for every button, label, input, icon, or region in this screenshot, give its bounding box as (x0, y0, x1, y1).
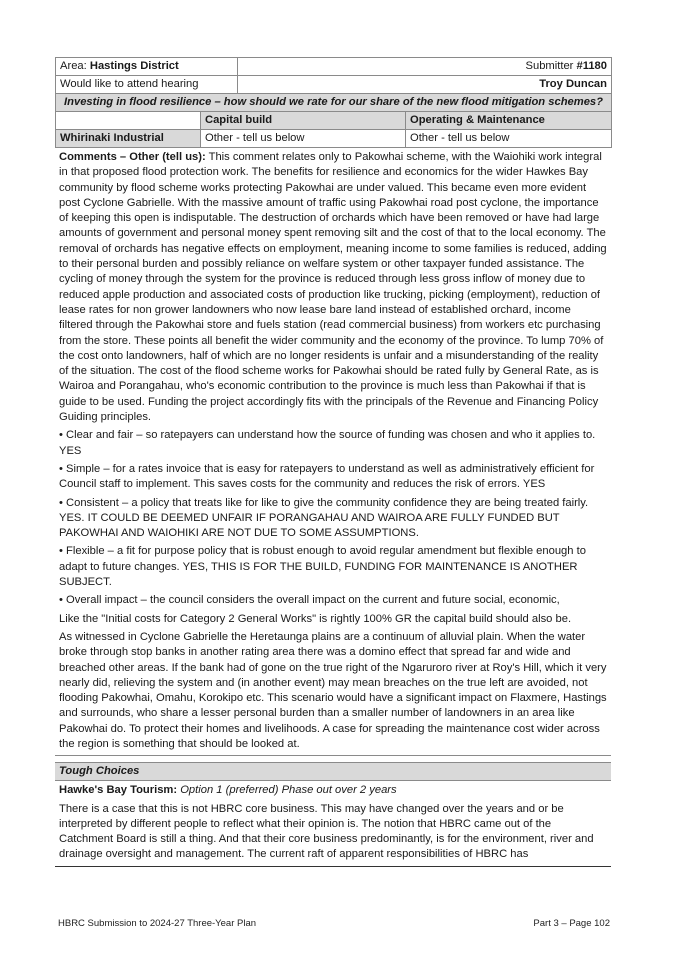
category-paragraph: Like the "Initial costs for Category 2 General Works" is rightly 100% GR the capital build should also be. (59, 612, 572, 625)
blank-header-cell (56, 112, 201, 130)
cyclone-paragraph: As witnessed in Cyclone Gabrielle the Heretaunga plains are a continuum of alluvial plain. When the water broke through stop banks in another rating area there was a domino effect that spread far and wide and breached other areas. If the bank had of gone on the true right of the Ngaruroro river at Roy's Hill, which it very nearly did, relieving the system and (in another event) may mean breaches on the true left are avoided, not flooding Pakowhai, Omahu, Korokipo etc. This scenario would have a significant impact on Flaxmere, Hastings and surrounds, who share a lesser personal burden than a smaller number of landowners in an area like Pakowhai do. To protect their homes and livelihoods. A case for spreading the maintenance cost wider across the region is something that should be looked at. (59, 630, 607, 750)
area-label: Area: (60, 60, 87, 72)
question-table (55, 93, 612, 148)
question-title: Investing in flood resilience – how should we rate for our share of the new flood mitigation schemes? (56, 94, 612, 112)
question-title-row (56, 94, 612, 112)
tourism-option: Option 1 (preferred) Phase out over 2 years (177, 784, 397, 797)
question-answer-row (56, 130, 612, 148)
area-cell (56, 58, 238, 76)
submission-sheet (55, 57, 611, 867)
bullet-simple: • Simple – for a rates invoice that is easy for ratepayers to understand as well as administratively efficient for Council staff to implement. This saves costs for the community and reduces the risk of errors. YES (59, 462, 595, 491)
area-value: Hastings District (89, 60, 179, 72)
submitter-table (55, 57, 612, 94)
hearing-cell: Would like to attend hearing (56, 76, 238, 94)
comments-text: This comment relates only to Pakowhai scheme, with the Waiohiki work integral in that proposed flood protection work. The benefits for resilience and economics for the wider Hawkes Bay community by flood scheme works protecting Pakowhai are under valued. This became even more evident post Cyclone Gabrielle. With the massive amount of traffic using Pakowhai road post cyclone, the importance of keeping this open is indisputable. The destruction of orchards which have been removed or have had large amounts of government and personal money spent removing silt and the cost of that to the local economy. The removal of orchards has negative effects on employment, meaning income to some families is reduced, adding to their personal burden and possibly reliance on welfare system or other taxpayer funded assistance. The cycling of money through the system for the province is reduced through less gross inflow of money due to reduced apple production and associated costs of production like trucking, picking (employment), reduction of lease rates for non grower landowners who now lease bare land instead of established orchard, income filtered through the Pakowhai store and fuels station (read commercial business) from workers etc purchasing from the store. These points all benefit the wider community and the economy of the province. To lump 70% of the cost onto landowners, half of which are no longer residents is unfair and a misunderstanding of the reality of the situation. The cost of the flood scheme works for Pakowhai should be rated fully by General Rate, as is Wairoa and Porangahau, who's economic contribution to the province is much less than Pakowhai if that is guide to be used. Funding the project accordingly fits with the principals of the Revenue and Financing Policy Guiding principles. (59, 151, 607, 424)
comments-colon: : (201, 151, 206, 163)
question-header-row (56, 112, 612, 130)
bullet-clear-fair: • Clear and fair – so ratepayers can understand how the source of funding was chosen and who it applies to. YES (59, 429, 596, 457)
capital-build-header: Capital build (201, 112, 406, 130)
submitter-name: Troy Duncan (238, 76, 612, 94)
submitter-row-1 (56, 58, 612, 76)
tourism-line (59, 783, 607, 798)
bullet-flexible: • Flexible – a fit for purpose policy that is robust enough to avoid regular amendment but flexible enough to adapt to future changes. YES, THIS IS FOR THE BUILD, FUNDING FOR MAINTENANCE IS ANOTHER SUBJECT. (59, 545, 586, 589)
submitter-row-2 (56, 76, 612, 94)
submitter-label: Submitter (525, 60, 574, 72)
footer-page-number: Part 3 – Page 102 (533, 918, 610, 929)
tough-choices-heading: Tough Choices (55, 762, 611, 781)
tough-choices-block (55, 781, 611, 866)
tourism-label: Hawke's Bay Tourism: (59, 784, 178, 797)
tourism-text: There is a case that this is not HBRC core business. This may have changed over the years and or be interpreted by different people to reflect what their opinion is. The notion that HBRC came out of the Catchment Board is still a thing. And that their core business predominantly, is for the environment, river and drainage oversight and management. The current raft of apparent responsibilities of HBRC has (59, 802, 594, 861)
operating-maintenance-answer: Other - tell us below (406, 130, 612, 148)
footer-document-title: HBRC Submission to 2024-27 Three-Year Plan (58, 918, 257, 929)
bullet-overall-impact: • Overall impact – the council considers the overall impact on the current and future social, economic, (59, 594, 560, 607)
comments-paragraph (59, 150, 607, 425)
comments-label: Comments – Other (tell us) (59, 151, 202, 163)
bullet-consistent: • Consistent – a policy that treats like for like to give the community confidence they are being treated fairly. YES. IT COULD BE DEEMED UNFAIR IF PORANGAHAU AND WAIROA ARE FULLY FUNDED BUT PAKOWHAI AND WAIOHIKI ARE NOT DUE TO SOME ASSUMPTIONS. (59, 496, 589, 540)
scheme-label: Whirinaki Industrial (56, 130, 201, 148)
operating-maintenance-header: Operating & Maintenance (406, 112, 612, 130)
submitter-cell (238, 58, 612, 76)
comments-block (55, 148, 611, 756)
capital-build-answer: Other - tell us below (201, 130, 406, 148)
submitter-id: #1180 (576, 60, 607, 72)
